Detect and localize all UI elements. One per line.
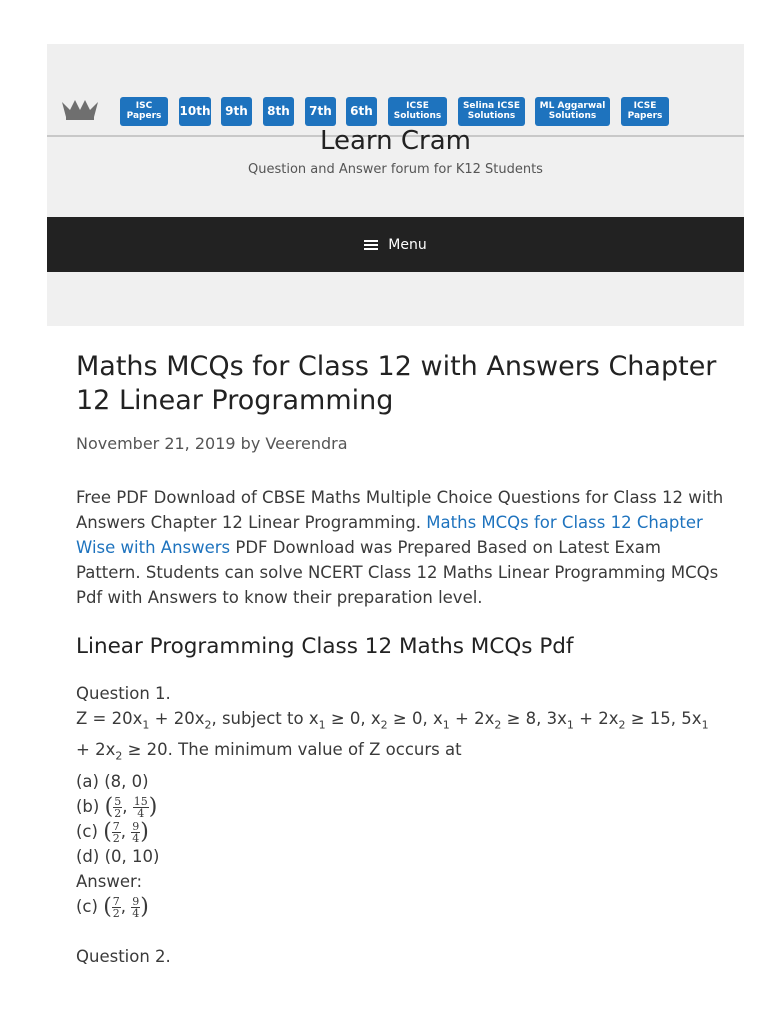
fraction [131, 821, 140, 844]
menu-label: Menu [388, 236, 427, 253]
site-title[interactable]: Learn Cram [319, 126, 472, 156]
nav-button-6th[interactable]: 6th [346, 97, 377, 126]
question-label: Question 1. [76, 684, 171, 703]
numerator: 9 [132, 894, 140, 908]
article-content [76, 350, 726, 969]
nav-button-icse-papers[interactable]: ICSE Papers [621, 97, 669, 126]
nav-button-7th[interactable]: 7th [305, 97, 336, 126]
question-statement: $Z = 20x_1 + 20x_2$, subject to $x_1 \ge 0$, $x_2 \ge 0$, $x_1 + 2x_2 \ge 8$, $3x_1 + 2x_2 \ge 15$, $5x_1 + 2x_2 \ge 20$. The minimum value of Z occurs at [76, 709, 709, 763]
crown-icon[interactable] [61, 98, 99, 120]
nav-button-icse-solutions[interactable]: ICSE Solutions [388, 97, 447, 126]
fraction [112, 821, 121, 844]
fraction [133, 796, 149, 819]
by-label: by [240, 434, 261, 453]
author-link[interactable]: Veerendra [265, 434, 348, 453]
option-d: (d) (0, 10) [76, 846, 160, 866]
numerator: 7 [112, 894, 120, 908]
nav-button-10th[interactable]: 10th [179, 97, 211, 126]
intro-paragraph [76, 485, 726, 610]
nav-button-8th[interactable]: 8th [263, 97, 294, 126]
option-a: (a) (8, 0) [76, 771, 149, 791]
fraction [112, 896, 121, 919]
denominator: 2 [112, 906, 120, 920]
denominator: 4 [137, 806, 145, 820]
nav-button-9th[interactable]: 9th [221, 97, 252, 126]
denominator: 2 [112, 831, 120, 845]
question-2-label: Question 2. [76, 946, 171, 966]
denominator: 4 [132, 831, 140, 845]
option-c: (c) ( $\frac{7}{2}$ , $\frac{9}{4}$ ) [76, 819, 149, 845]
numerator: 9 [132, 819, 140, 833]
nav-button-selina-icse-solutions[interactable]: Selina ICSE Solutions [458, 97, 525, 126]
hamburger-icon [364, 240, 378, 250]
numerator: 15 [133, 794, 148, 808]
answer-value: (c) ( $\frac{7}{2}$ , $\frac{9}{4}$ ) [76, 894, 149, 920]
option-b-label: (b) [76, 796, 100, 816]
fraction [131, 896, 140, 919]
nav-button-isc-papers[interactable]: ISC Papers [120, 97, 168, 126]
answer-option-label: (c) [76, 896, 98, 916]
article-title: Maths MCQs for Class 12 with Answers Chapter 12 Linear Programming [76, 351, 717, 416]
site-description: Question and Answer forum for K12 Students [248, 162, 543, 177]
question-1 [76, 681, 726, 969]
article-meta [76, 434, 726, 453]
nav-button-ml-aggarwal-solutions[interactable]: ML Aggarwal Solutions [535, 97, 610, 126]
intro-text-after: PDF Download was Prepared Based on Latest Exam Pattern. Students can solve NCERT Class 12 Maths Linear Programming MCQs Pdf with Answers to know their preparation level. [76, 538, 719, 607]
option-b: (b) ( $\frac{5}{2}$ , $\frac{15}{4}$ ) [76, 794, 158, 820]
denominator: 2 [114, 806, 122, 820]
section-heading: Linear Programming Class 12 Maths MCQs Pdf [76, 634, 574, 659]
intro-text-before: Free PDF Download of CBSE Maths Multiple Choice Questions for Class 12 with Answers Chapter 12 Linear Programming. [76, 488, 724, 532]
numerator: 7 [112, 819, 120, 833]
fraction [113, 796, 122, 819]
answer-label: Answer: [76, 871, 143, 891]
menu-toggle-bar[interactable] [47, 217, 744, 272]
option-c-label: (c) [76, 821, 98, 841]
denominator: 4 [132, 906, 140, 920]
post-date[interactable]: November 21, 2019 [76, 434, 236, 453]
numerator: 5 [114, 794, 122, 808]
question-text: The minimum value of Z occurs at [178, 740, 462, 760]
mcq-chapter-wise-link[interactable]: Maths MCQs for Class 12 Chapter Wise with Answers [76, 513, 703, 557]
